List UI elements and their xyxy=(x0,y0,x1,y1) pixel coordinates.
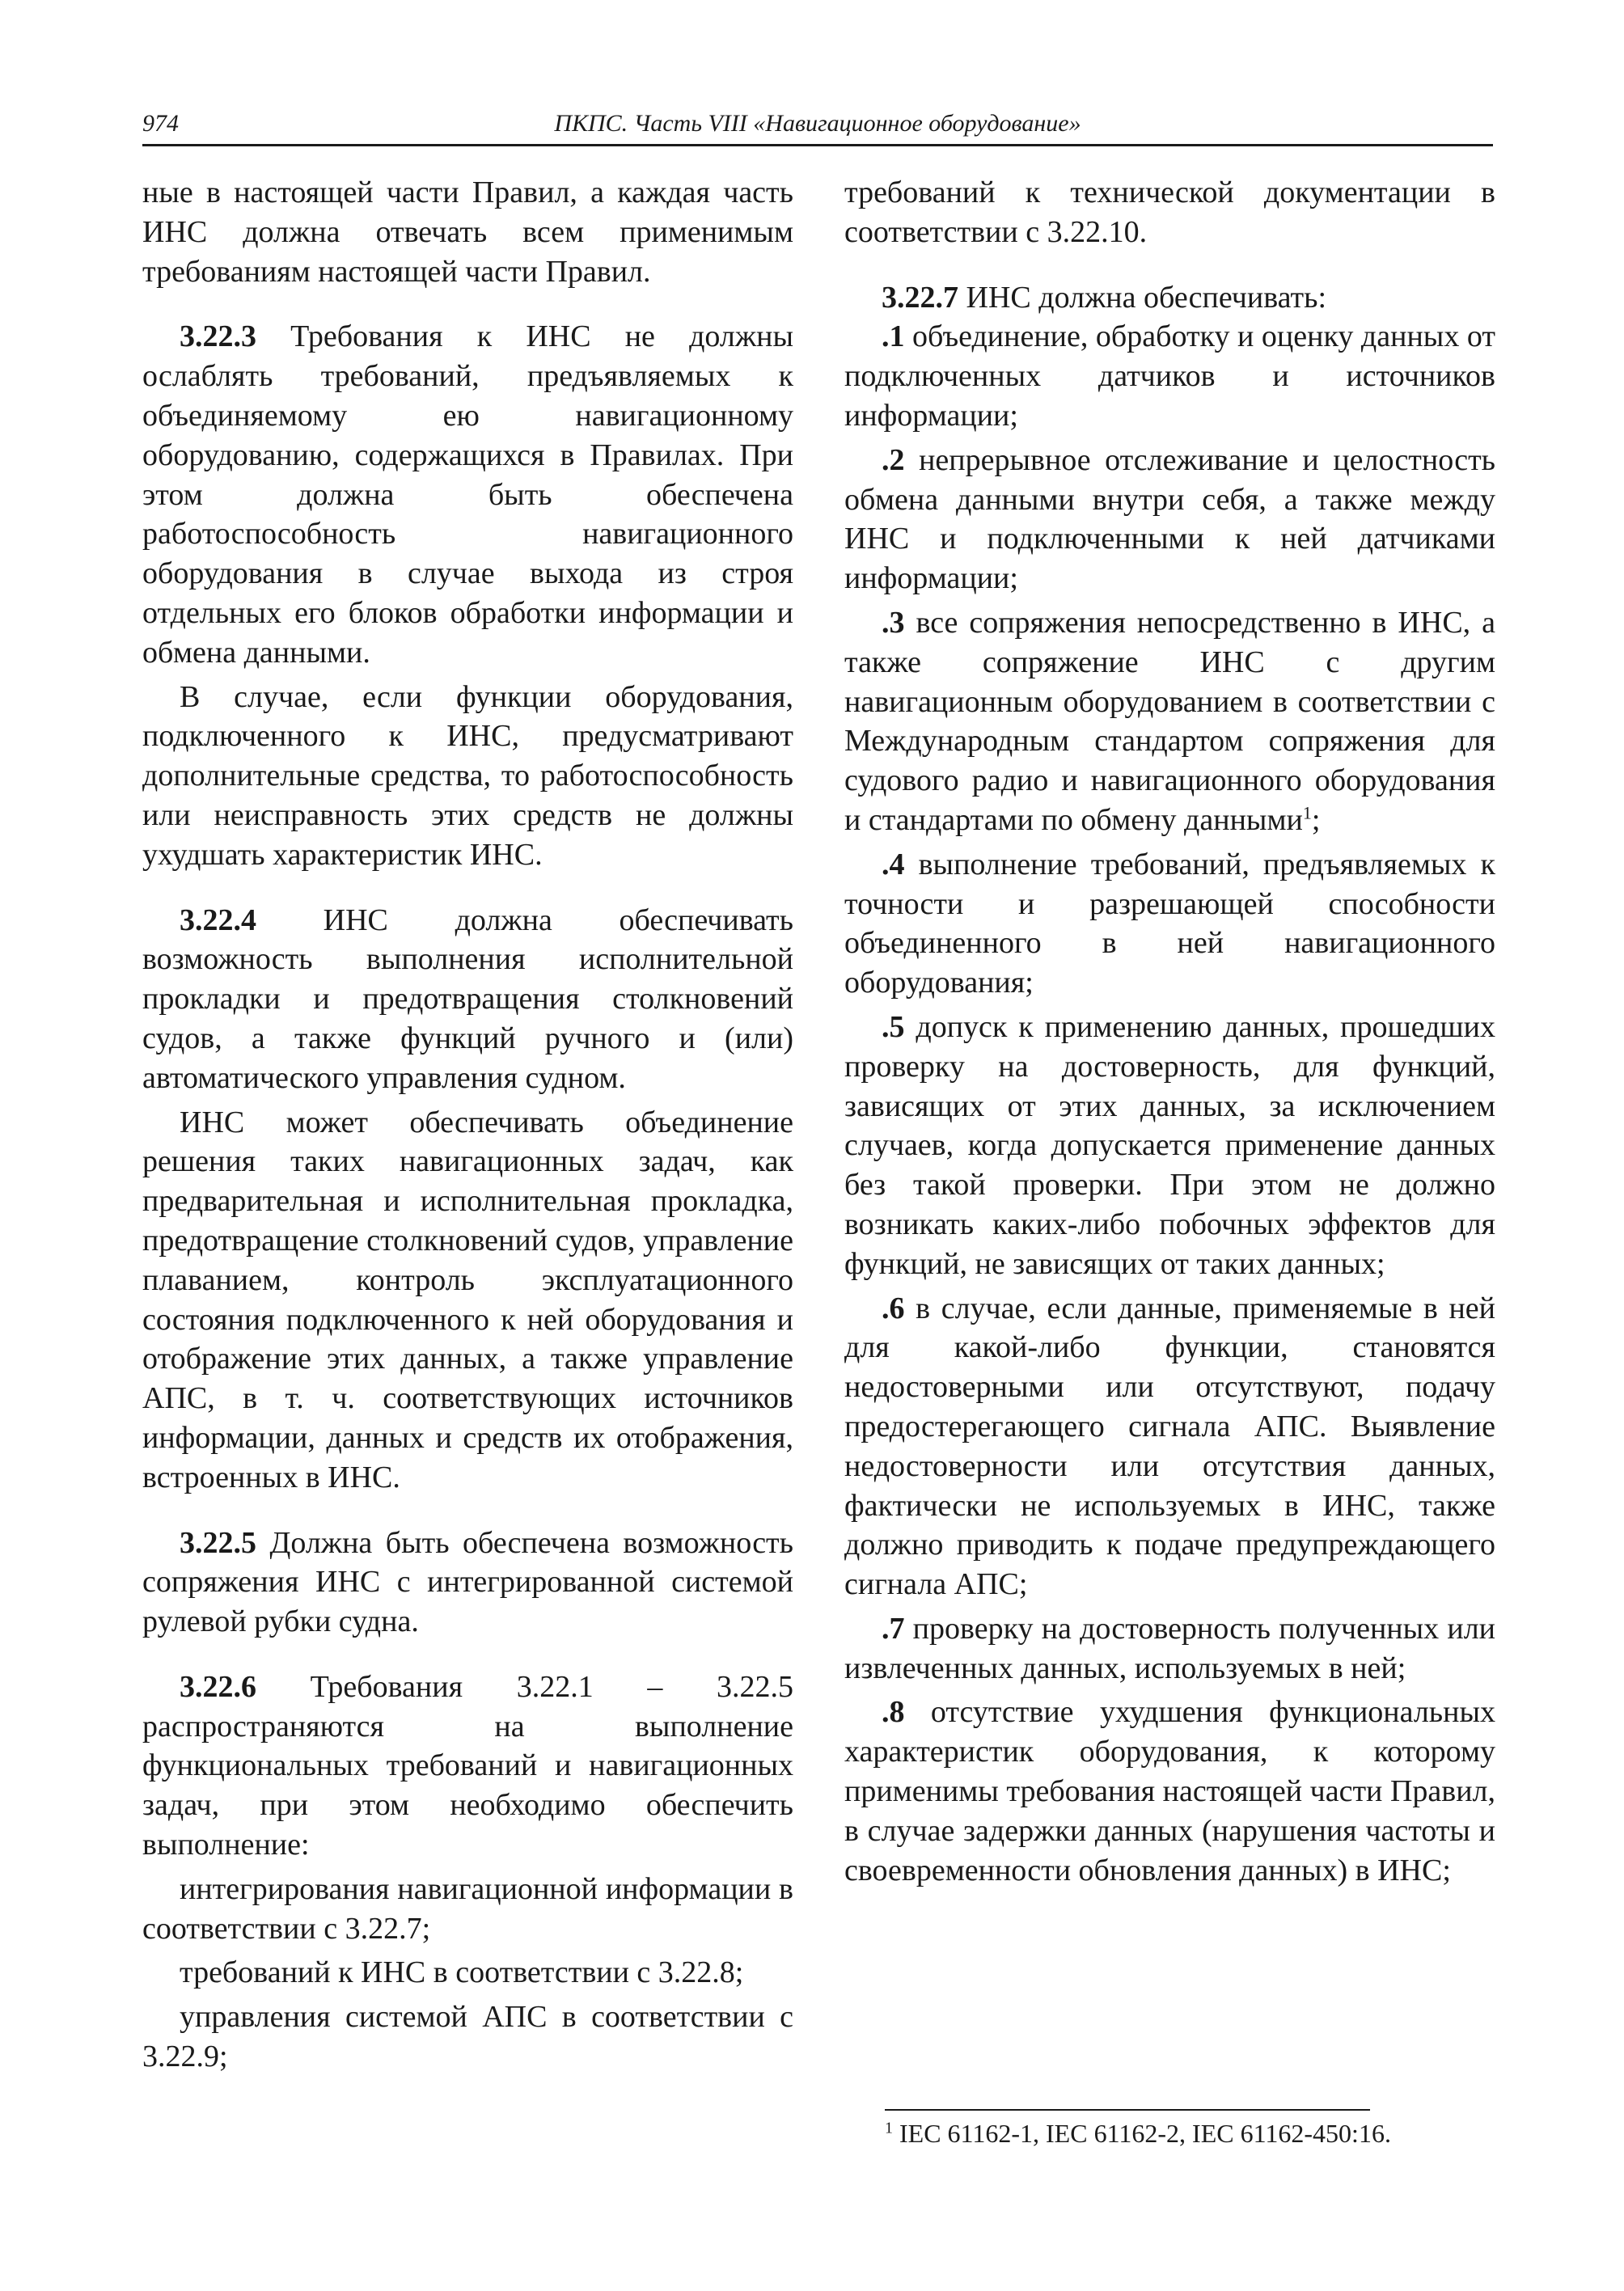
list-item-5 xyxy=(844,1008,1495,1284)
section-3-22-6 xyxy=(142,1668,793,1865)
section-number: 3.22.4 xyxy=(180,902,256,937)
item-text-end: ; xyxy=(1311,802,1321,837)
list-item-3 xyxy=(844,603,1495,840)
paragraph-text: ИНС должна обеспечивать возможность выполнения исполнительной прокладки и предотвращения столкновений судов, а также функций ручного и (или) автоматического управления судном. xyxy=(142,902,793,1095)
paragraph-text: ИНС должна обеспечивать: xyxy=(958,280,1327,315)
item-number: .5 xyxy=(882,1009,905,1044)
section-3-22-4 xyxy=(142,901,793,1098)
list-item-7 xyxy=(844,1609,1495,1689)
item-number: .7 xyxy=(882,1611,905,1646)
list-item: требований к ИНС в соответствии с 3.22.8; xyxy=(180,1955,744,1990)
paragraph: В случае, если функции оборудования, подключенного к ИНС, предусматривают дополнительные средства, то работоспособность или неисправность этих средств не должны ухудшать характеристик ИНС. xyxy=(142,679,793,872)
list-item-8 xyxy=(844,1693,1495,1890)
item-text: объединение, обработку и оценку данных от подключенных датчиков и источников информации; xyxy=(844,319,1495,433)
item-number: .3 xyxy=(882,605,905,640)
section-number: 3.22.6 xyxy=(180,1669,256,1704)
item-text: проверку на достоверность полученных или извлеченных данных, используемых в ней; xyxy=(844,1611,1495,1685)
right-column xyxy=(844,173,1495,1890)
item-text: допуск к применению данных, прошедших проверку на достоверность, для функций, зависящих от этих данных, за исключением случаев, когда допускается применение данных без такой проверки. При этом не должно возникать каких-либо побочных эффектов для функций, не зависящих от таких данных; xyxy=(844,1009,1495,1281)
item-number: .1 xyxy=(882,319,905,354)
item-number: .2 xyxy=(882,442,905,477)
item-text: все сопряжения непосредственно в ИНС, а также сопряжение ИНС с другим навигационным оборудованием в соответствии с Международным стандартом сопряжения для судового радио и навигационного оборудования и стандартами по обмену данными xyxy=(844,605,1495,837)
item-number: .6 xyxy=(882,1291,905,1325)
footnote xyxy=(885,2116,1580,2151)
footnote-divider xyxy=(885,2109,1370,2111)
list-item-1 xyxy=(844,317,1495,435)
paragraph-text: Требования 3.22.1 – 3.22.5 распространяются на выполнение функциональных требований и навигационных задач, при этом необходимо обеспечить выполнение: xyxy=(142,1669,793,1862)
running-header xyxy=(142,104,1493,146)
page-number: 974 xyxy=(142,110,179,137)
section-3-22-5 xyxy=(142,1524,793,1642)
left-column xyxy=(142,173,793,2077)
item-text: отсутствие ухудшения функциональных характеристик оборудования, к которому применимы требования настоящей части Правил, в случае задержки данных (нарушения частоты и своевременности обновления данных) в ИНС; xyxy=(844,1695,1495,1887)
list-item-6 xyxy=(844,1289,1495,1604)
list-item: управления системой АПС в соответствии с 3.22.9; xyxy=(142,2000,793,2074)
list-item: интегрирования навигационной информации в соответствии с 3.22.7; xyxy=(142,1871,793,1946)
paragraph-text: Требования к ИНС не должны ослаблять требований, предъявляемых к объединяемому ею навигационному оборудованию, содержащихся в Правилах. При этом должна быть обеспечена работоспособность навигационного оборудования в случае выхода из строя отдельных его блоков обработки информации и обмена данными. xyxy=(142,319,793,670)
item-text: в случае, если данные, применяемые в ней для какой-либо функции, становятся недостоверными или отсутствуют, подачу предостерегающего сигнала АПС. Выявление недостоверности или отсутствия данных, фактически не используемых в ИНС, также должно приводить к подаче предупреждающего сигнала АПС; xyxy=(844,1291,1495,1602)
item-number: .4 xyxy=(882,847,905,881)
paragraph-text: Должна быть обеспечена возможность сопряжения ИНС с интегрированной системой рулевой рубки судна. xyxy=(142,1525,793,1639)
paragraph: ИНС может обеспечивать объединение решения таких навигационных задач, как предварительная и исполнительная прокладка, предотвращение столкновений судов, управление плаванием, контроль эксплуатационного состояния подключенного к ней оборудования и отображение этих данных, а также управление АПС, в т. ч. соответствующих источников информации, данных и средств их отображения, встроенных в ИНС. xyxy=(142,1105,793,1494)
item-text: непрерывное отслеживание и целостность обмена данными внутри себя, а также между ИНС и подключенными к ней датчиками информации; xyxy=(844,442,1495,596)
section-3-22-3 xyxy=(142,317,793,672)
item-number: .8 xyxy=(882,1695,905,1730)
item-text: выполнение требований, предъявляемых к точности и разрешающей способности объединенного в ней навигационного оборудования; xyxy=(844,847,1495,1000)
list-item-4 xyxy=(844,845,1495,1003)
section-number: 3.22.7 xyxy=(882,280,958,315)
section-3-22-7 xyxy=(844,278,1495,318)
running-title: ПКПС. Часть VIII «Навигационное оборудование» xyxy=(554,110,1081,137)
footnote-mark: 1 xyxy=(885,2119,893,2137)
footnote-text: IEC 61162-1, IEC 61162-2, IEC 61162-450:16. xyxy=(893,2119,1391,2148)
list-item-2 xyxy=(844,441,1495,598)
section-number: 3.22.3 xyxy=(180,319,256,354)
section-number: 3.22.5 xyxy=(180,1525,256,1560)
paragraph: ные в настоящей части Правил, а каждая часть ИНС должна отвечать всем применимым требованиям настоящей части Правил. xyxy=(142,175,793,289)
footnote-ref: 1 xyxy=(1302,802,1312,823)
paragraph: требований к технической документации в соответствии с 3.22.10. xyxy=(844,175,1495,249)
